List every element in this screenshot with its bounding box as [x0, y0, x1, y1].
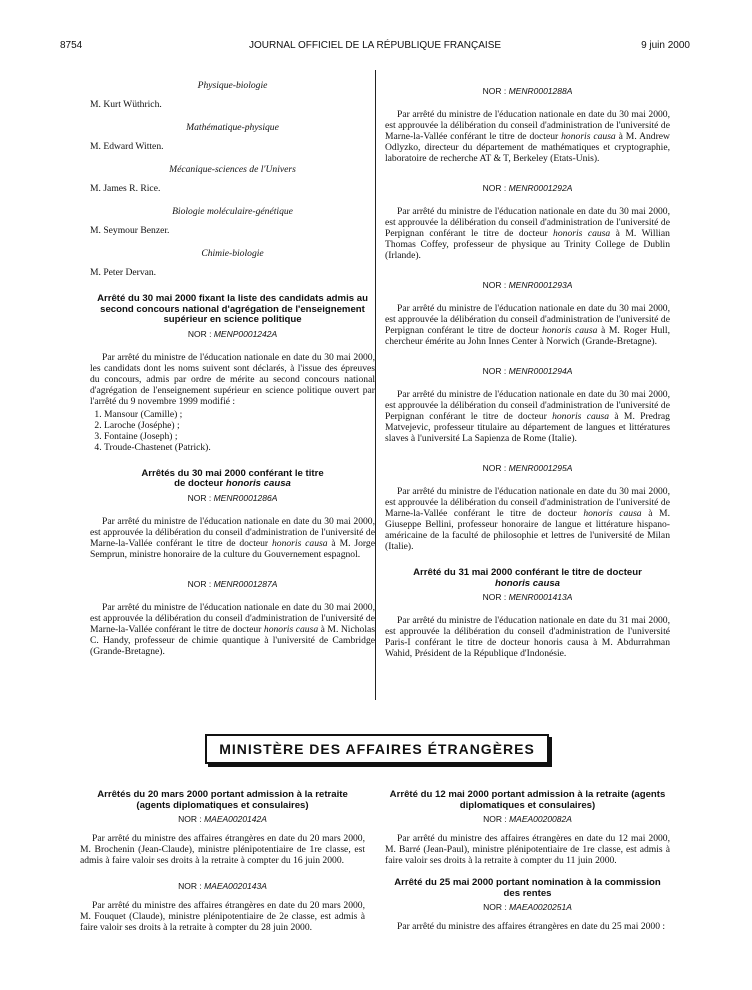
- candidate-list: [90, 409, 375, 453]
- nor-code: MENR0001413A: [508, 592, 573, 602]
- issue-date: 9 juin 2000: [641, 40, 690, 51]
- discipline-heading: Chimie-biologie: [201, 248, 264, 259]
- nor-reference: NOR : MAEA0020251A: [483, 902, 572, 912]
- nor-reference: NOR : MAEA0020143A: [178, 881, 267, 891]
- decree-title: Arrêté du 30 mai 2000 fixant la liste des candidats admis au second concours national d'agrégation de l'enseignement supérieur en science politique: [97, 293, 368, 325]
- laureate-name: M. Peter Dervan.: [90, 267, 157, 278]
- nor-reference: NOR : MENR0001294A: [482, 366, 573, 376]
- nor-code: MENR0001288A: [508, 86, 573, 96]
- nor-code: MENR0001287A: [213, 578, 278, 589]
- page-header: [60, 40, 690, 54]
- decree-text: Par arrêté du ministre de l'éducation nationale en date du 30 mai 2000, est approuvée la délibération du conseil d'administration de l'université de Marne-la-Vallée conférant le titre de docteur honoris causa à M. Nicholas C. Handy, professeur de chimie quantique à l'université de Cambridge (Grande-Bretagne).: [90, 601, 375, 657]
- list-item: 1. Mansour (Camille) ;: [104, 409, 375, 420]
- nor-reference: NOR : MENR0001288A: [482, 86, 573, 96]
- decree-text: Par arrêté du ministre de l'éducation nationale en date du 30 mai 2000, est approuvée la délibération du conseil d'administration de l'université de Marne-la-Vallée conférant le titre de docteur honoris causa à M. Andrew Odlyzko, directeur du département de mathématiques et cryptographie, laboratoire de recherche AT & T, Berkeley (Etats-Unis).: [385, 109, 670, 164]
- nor-code: MENR0001293A: [508, 280, 573, 290]
- nor-reference: NOR : MENR0001413A: [482, 592, 573, 602]
- nor-reference: NOR : MENR0001287A: [187, 578, 278, 589]
- nor-reference: NOR : MENR0001292A: [482, 183, 573, 193]
- decree-title: Arrêté du 25 mai 2000 portant nomination à la commission des rentes: [394, 877, 661, 899]
- nor-code: MENR0001294A: [508, 366, 573, 376]
- title-line: Arrêtés du 30 mai 2000 conférant le titre: [141, 467, 324, 479]
- nor-code: MAEA0020251A: [509, 902, 572, 912]
- page-number: 8754: [60, 40, 83, 51]
- laureate-name: M. Seymour Benzer.: [90, 225, 170, 236]
- nor-reference: NOR : MENR0001295A: [482, 463, 573, 473]
- discipline-heading: Biologie moléculaire-génétique: [172, 206, 293, 217]
- decree-text: Par arrêté du ministre de l'éducation nationale en date du 30 mai 2000, est approuvée la délibération du conseil d'administration de l'université de Perpignan conférant le titre de docteur honoris causa à M. Roger Hull, chercheur émérite au John Innes Center à Norwich (Grande-Bretagne).: [385, 303, 670, 347]
- nor-reference: NOR : MAEA0020142A: [178, 814, 267, 824]
- column-divider: [375, 70, 376, 700]
- nor-reference: NOR : MENR0001286A: [187, 492, 278, 503]
- decree-title: Arrêté du 31 mai 2000 conférant le titre de docteur honoris causa: [413, 567, 642, 589]
- decree-title: Arrêté du 12 mai 2000 portant admission à la retraite (agents diplomatiques et consulaires): [389, 789, 666, 811]
- right-column: [385, 86, 670, 659]
- decree-text: Par arrêté du ministre des affaires étrangères en date du 20 mars 2000, M. Fouquet (Claude), ministre plénipotentiaire de 2e classe, est admis à faire valoir ses droits à la retraite à compter du 28 juin 2000.: [80, 900, 365, 933]
- nor-code: MENR0001286A: [213, 492, 278, 503]
- laureate-name: M. James R. Rice.: [90, 183, 161, 194]
- decree-text: Par arrêté du ministre des affaires étrangères en date du 20 mars 2000, M. Brochenin (Jean-Claude), ministre plénipotentiaire de 1re classe, est admis à faire valoir ses droits à la retraite à compter du 16 juin 2000.: [80, 833, 365, 866]
- nor-code: MENR0001295A: [508, 463, 573, 473]
- decree-text: Par arrêté du ministre des affaires étrangères en date du 25 mai 2000 :: [397, 921, 666, 932]
- title-italic: honoris causa: [225, 478, 291, 489]
- laureate-name: M. Edward Witten.: [90, 141, 164, 152]
- decree-text: Par arrêté du ministre des affaires étrangères en date du 12 mai 2000, M. Barré (Jean-Paul), ministre plénipotentiaire de 1re classe, est admis à faire valoir ses droits à la retraite à compter du 11 juin 2000.: [385, 833, 670, 866]
- decree-text: Par arrêté du ministre de l'éducation nationale en date du 31 mai 2000, est approuvée la délibération du conseil d'administration de l'université Paris-I conférant le titre de docteur honoris causa à M. Abdurrahman Wahid, Président de la République d'Indonésie.: [385, 615, 670, 659]
- nor-reference: NOR : MENR0001293A: [482, 280, 573, 290]
- list-item: 2. Laroche (Joséphe) ;: [104, 420, 375, 431]
- title-line: de docteur: [174, 478, 226, 489]
- list-item: 4. Troude-Chastenet (Patrick).: [104, 442, 375, 453]
- decree-text: Par arrêté du ministre de l'éducation nationale en date du 30 mai 2000, est approuvée la délibération du conseil d'administration de l'université de Perpignan conférant le titre de docteur honoris causa à M. Willian Thomas Coffey, professeur de physique au Trinity College de Dublin (Irlande).: [385, 206, 670, 261]
- bottom-left-column: [80, 790, 365, 933]
- discipline-heading: Mathématique-physique: [186, 122, 279, 133]
- nor-code: MENR0001292A: [508, 183, 573, 193]
- list-item: 3. Fontaine (Joseph) ;: [104, 431, 375, 442]
- nor-reference: [90, 329, 375, 340]
- nor-code: MAEA0020142A: [204, 814, 267, 824]
- decree-title: [90, 469, 375, 490]
- nor-code: MENP0001242A: [213, 328, 278, 339]
- nor-code: MAEA0020143A: [204, 881, 267, 891]
- discipline-heading: Physique-biologie: [197, 80, 268, 91]
- decree-text: Par arrêté du ministre de l'éducation nationale en date du 30 mai 2000, les candidats dont les noms suivent sont déclarés, à l'issue des épreuves du concours, admis par ordre de mérite au second concours national d'agrégation de l'enseignement supérieur en science politique ouvert par l'arrêté du 9 novembre 1999 modifié :: [90, 351, 375, 407]
- decree-text: Par arrêté du ministre de l'éducation nationale en date du 30 mai 2000, est approuvée la délibération du conseil d'administration de l'université de Perpignan conférant le titre de docteur honoris causa à M. Predrag Matvejevic, professeur titulaire au département de langues et littératures slaves à l'université La Sapienza de Rome (Italie).: [385, 389, 670, 444]
- ministry-heading: MINISTÈRE DES AFFAIRES ÉTRANGÈRES: [205, 734, 549, 764]
- decree-text: Par arrêté du ministre de l'éducation nationale en date du 30 mai 2000, est approuvée la délibération du conseil d'administration de l'université de Marne-la-Vallée conférant le titre de docteur honoris causa à M. Jorge Semprun, ministre honoraire de la culture du Gouvernement espagnol.: [90, 515, 375, 560]
- left-column: [90, 80, 375, 657]
- laureate-name: M. Kurt Wüthrich.: [90, 99, 162, 110]
- journal-title: JOURNAL OFFICIEL DE LA RÉPUBLIQUE FRANÇAISE: [248, 40, 502, 51]
- nor-reference: NOR : MAEA0020082A: [483, 814, 572, 824]
- nor-label: NOR :: [187, 328, 212, 339]
- discipline-heading: Mécanique-sciences de l'Univers: [169, 164, 296, 175]
- bottom-right-column: [385, 790, 670, 932]
- decree-text: Par arrêté du ministre de l'éducation nationale en date du 30 mai 2000, est approuvée la délibération du conseil d'administration de l'université de Marne-la-Vallée conférant le titre de docteur honoris causa à M. Giuseppe Bellini, professeur honoraire de langue et littérature hispano-américaine de la faculté de philosophie et lettres de l'université de Milan (Italie).: [385, 486, 670, 552]
- decree-title: Arrêtés du 20 mars 2000 portant admission à la retraite (agents diplomatiques et consulaires): [97, 789, 348, 811]
- nor-code: MAEA0020082A: [509, 814, 572, 824]
